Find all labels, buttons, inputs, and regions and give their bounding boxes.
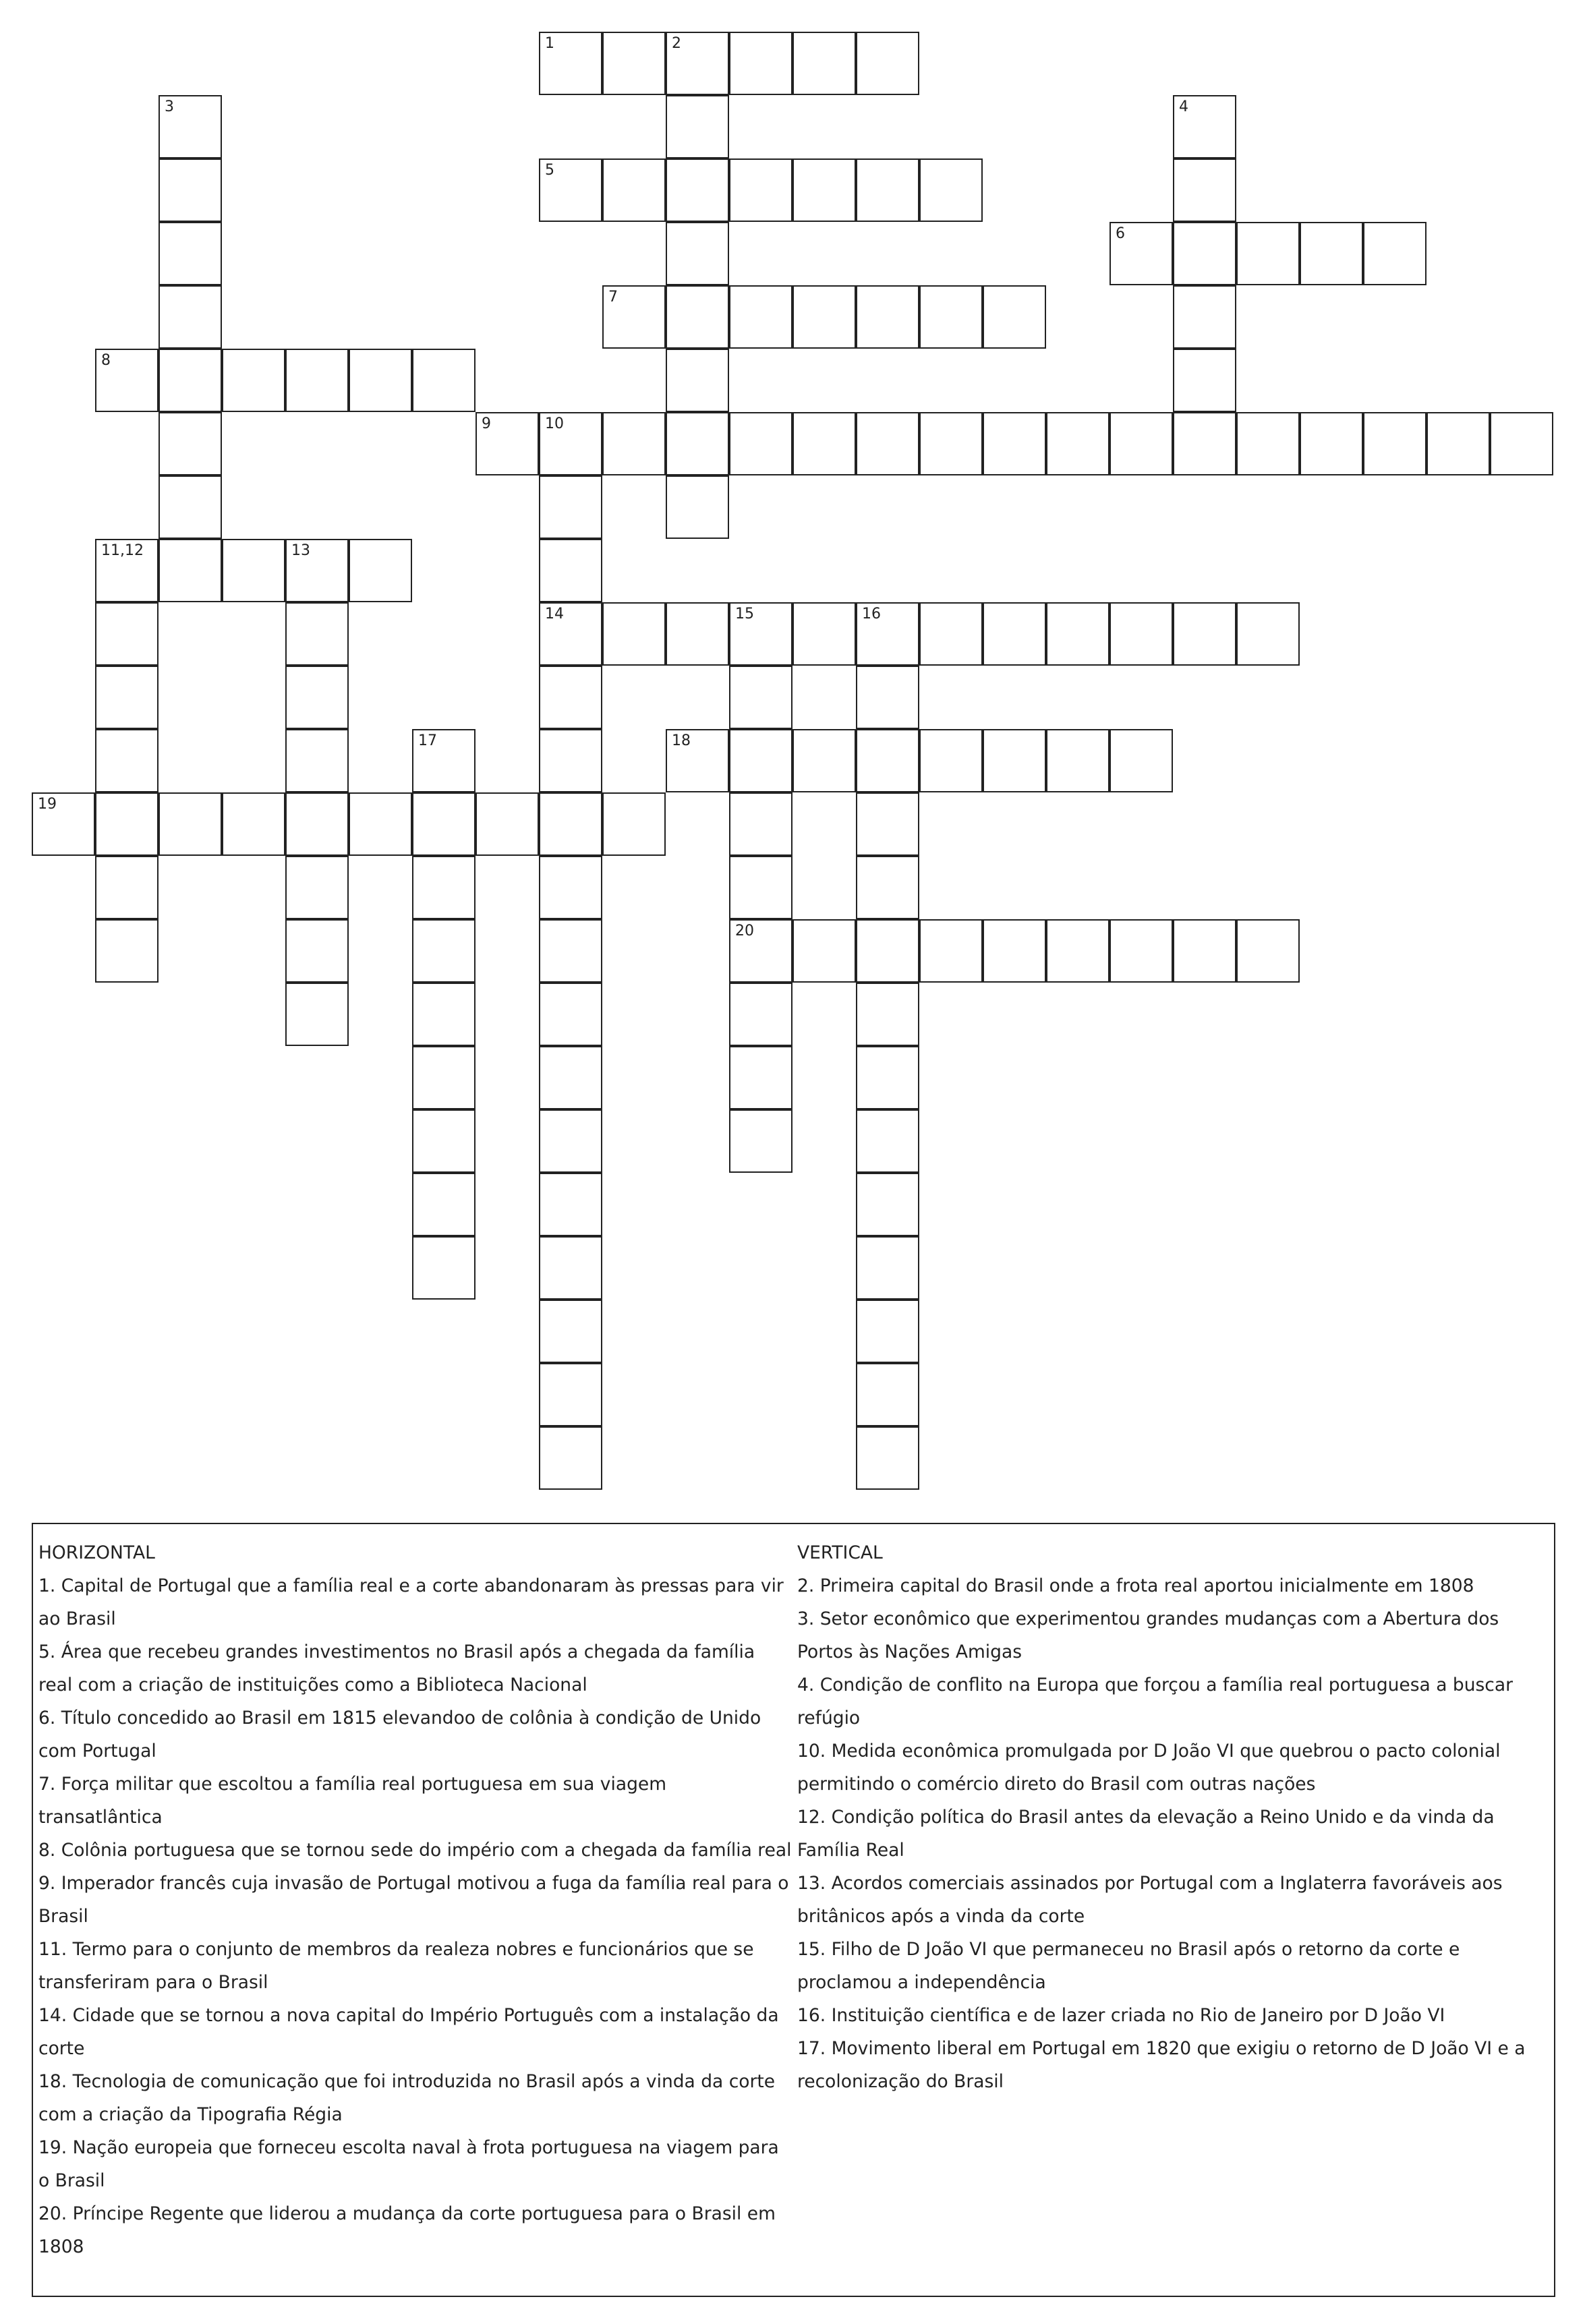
crossword-cell[interactable] — [666, 475, 729, 539]
crossword-cell[interactable] — [602, 602, 666, 666]
crossword-cell[interactable] — [158, 475, 222, 539]
crossword-cell[interactable] — [856, 285, 919, 349]
crossword-cell[interactable] — [856, 919, 919, 983]
crossword-cell[interactable] — [1110, 222, 1173, 285]
crossword-cell[interactable] — [602, 792, 666, 856]
crossword-cell[interactable] — [285, 349, 349, 412]
crossword-cell[interactable] — [539, 919, 602, 983]
crossword-cell[interactable] — [983, 602, 1046, 666]
crossword-cell[interactable] — [285, 539, 349, 602]
crossword-cell[interactable] — [539, 602, 602, 666]
crossword-cell[interactable] — [729, 792, 792, 856]
crossword-cell[interactable] — [856, 1300, 919, 1363]
crossword-cell[interactable] — [285, 792, 349, 856]
crossword-cell[interactable] — [729, 412, 792, 475]
horizontal-clue: 18. Tecnologia de comunicação que foi introduzida no Brasil após a vinda da corte com a criação da Tipografia Régia — [38, 2071, 776, 2125]
crossword-cell[interactable] — [539, 1173, 602, 1236]
clue-number: 14 — [545, 606, 564, 622]
crossword-cell[interactable] — [95, 349, 158, 412]
crossword-cell[interactable] — [412, 1046, 476, 1109]
crossword-cell[interactable] — [856, 1046, 919, 1109]
crossword-cell[interactable] — [539, 1363, 602, 1426]
vertical-clue: 2. Primeira capital do Brasil onde a frota real aportou inicialmente em 1808 — [797, 1575, 1474, 1596]
crossword-cell[interactable] — [1046, 412, 1110, 475]
crossword-cell[interactable] — [539, 729, 602, 792]
horizontal-clue: 20. Príncipe Regente que liderou a mudança da corte portuguesa para o Brasil em 1808 — [38, 2203, 776, 2257]
crossword-cell[interactable] — [729, 1046, 792, 1109]
crossword-cell[interactable] — [222, 539, 285, 602]
horizontal-clue: 14. Cidade que se tornou a nova capital do Império Português com a instalação da corte — [38, 2005, 779, 2059]
crossword-cell[interactable] — [729, 983, 792, 1046]
crossword-cell[interactable] — [602, 158, 666, 222]
clues-box — [32, 1523, 1555, 2297]
crossword-cell[interactable] — [285, 919, 349, 983]
clue-number: 8 — [101, 352, 111, 369]
crossword-cell[interactable] — [1236, 602, 1300, 666]
horizontal-clue: 6. Título concedido ao Brasil em 1815 elevandoo de colônia à condição de Unido com Portugal — [38, 1708, 761, 1762]
crossword-cell[interactable] — [539, 475, 602, 539]
vertical-clue: 15. Filho de D João VI que permaneceu no Brasil após o retorno da corte e proclamou a independência — [797, 1939, 1460, 1993]
crossword-cell[interactable] — [856, 729, 919, 792]
crossword-cell[interactable] — [476, 412, 539, 475]
crossword-cell[interactable] — [856, 412, 919, 475]
clue-number: 1 — [545, 35, 554, 52]
crossword-cell[interactable] — [412, 983, 476, 1046]
clue-number: 2 — [672, 35, 681, 52]
crossword-cell[interactable] — [856, 1363, 919, 1426]
vertical-heading: VERTICAL — [797, 1542, 883, 1563]
crossword-cell[interactable] — [919, 158, 983, 222]
crossword-cell[interactable] — [539, 1300, 602, 1363]
crossword-cell[interactable] — [412, 856, 476, 919]
crossword-cell[interactable] — [666, 602, 729, 666]
crossword-cell[interactable] — [1110, 602, 1173, 666]
clue-number: 18 — [672, 732, 691, 749]
vertical-clue: 10. Medida econômica promulgada por D João VI que quebrou o pacto colonial permitindo o comércio direto do Brasil com outras nações — [797, 1741, 1501, 1795]
crossword-cell[interactable] — [919, 729, 983, 792]
horizontal-clue: 7. Força militar que escoltou a família real portuguesa em sua viagem transatlântica — [38, 1774, 667, 1828]
crossword-cell[interactable] — [222, 349, 285, 412]
crossword-cell[interactable] — [285, 729, 349, 792]
clue-number: 19 — [38, 796, 57, 813]
crossword-cell[interactable] — [285, 983, 349, 1046]
clue-number: 6 — [1116, 225, 1125, 242]
crossword-cell[interactable] — [792, 412, 856, 475]
clue-number: 3 — [165, 98, 174, 115]
crossword-cell[interactable] — [729, 602, 792, 666]
crossword-cell[interactable] — [1173, 158, 1236, 222]
clue-number: 7 — [608, 289, 618, 306]
crossword-cell[interactable] — [919, 919, 983, 983]
crossword-cell[interactable] — [1173, 602, 1236, 666]
crossword-cell[interactable] — [95, 729, 158, 792]
horizontal-clues-column — [38, 1536, 794, 2263]
vertical-clues-column — [797, 1536, 1553, 2098]
crossword-cell[interactable] — [983, 919, 1046, 983]
crossword-cell[interactable] — [1173, 285, 1236, 349]
crossword-cell[interactable] — [1046, 729, 1110, 792]
crossword-cell[interactable] — [729, 919, 792, 983]
crossword-cell[interactable] — [539, 983, 602, 1046]
horizontal-clue: 19. Nação europeia que forneceu escolta naval à frota portuguesa na viagem para o Brasil — [38, 2137, 779, 2191]
crossword-cell[interactable] — [539, 539, 602, 602]
crossword-cell[interactable] — [95, 602, 158, 666]
clue-number: 11,12 — [101, 542, 144, 559]
crossword-cell[interactable] — [666, 729, 729, 792]
crossword-cell[interactable] — [983, 285, 1046, 349]
crossword-cell[interactable] — [349, 792, 412, 856]
crossword-cell[interactable] — [919, 412, 983, 475]
vertical-clue: 13. Acordos comerciais assinados por Portugal com a Inglaterra favoráveis aos britânicos após a vinda da corte — [797, 1873, 1503, 1927]
crossword-cell[interactable] — [856, 666, 919, 729]
clue-number: 15 — [735, 606, 754, 622]
crossword-cell[interactable] — [158, 792, 222, 856]
crossword-cell[interactable] — [856, 1236, 919, 1300]
vertical-clue: 16. Instituição científica e de lazer criada no Rio de Janeiro por D João VI — [797, 2005, 1445, 2026]
crossword-cell[interactable] — [539, 792, 602, 856]
crossword-cell[interactable] — [666, 412, 729, 475]
clue-number: 5 — [545, 162, 554, 179]
vertical-clue: 3. Setor econômico que experimentou grandes mudanças com a Abertura dos Portos às Nações Amigas — [797, 1608, 1499, 1662]
crossword-cell[interactable] — [1236, 919, 1300, 983]
crossword-cell[interactable] — [919, 285, 983, 349]
crossword-cell[interactable] — [158, 539, 222, 602]
horizontal-clue: 9. Imperador francês cuja invasão de Portugal motivou a fuga da família real para o Brasil — [38, 1873, 789, 1927]
crossword-cell[interactable] — [602, 412, 666, 475]
crossword-cell[interactable] — [729, 1109, 792, 1173]
crossword-cell[interactable] — [856, 158, 919, 222]
crossword-cell[interactable] — [95, 919, 158, 983]
crossword-cell[interactable] — [158, 158, 222, 222]
crossword-cell[interactable] — [729, 158, 792, 222]
crossword-cell[interactable] — [349, 349, 412, 412]
crossword-cell[interactable] — [729, 856, 792, 919]
crossword-cell[interactable] — [1046, 602, 1110, 666]
crossword-cell[interactable] — [856, 1173, 919, 1236]
crossword-cell[interactable] — [1173, 222, 1236, 285]
crossword-cell[interactable] — [539, 32, 602, 95]
crossword-cell[interactable] — [412, 1173, 476, 1236]
crossword-cell[interactable] — [539, 1109, 602, 1173]
crossword-cell[interactable] — [1490, 412, 1553, 475]
crossword-cell[interactable] — [1236, 222, 1300, 285]
horizontal-clue: 8. Colônia portuguesa que se tornou sede do império com a chegada da família real — [38, 1840, 792, 1861]
crossword-cell[interactable] — [729, 666, 792, 729]
crossword-cell[interactable] — [158, 412, 222, 475]
clue-number: 4 — [1179, 98, 1188, 115]
crossword-cell[interactable] — [792, 158, 856, 222]
crossword-cell[interactable] — [539, 412, 602, 475]
crossword-cell[interactable] — [1173, 349, 1236, 412]
crossword-cell[interactable] — [285, 666, 349, 729]
crossword-cell[interactable] — [666, 95, 729, 158]
crossword-cell[interactable] — [158, 222, 222, 285]
crossword-cell[interactable] — [666, 285, 729, 349]
crossword-cell[interactable] — [95, 539, 158, 602]
crossword-cell[interactable] — [476, 792, 539, 856]
crossword-cell[interactable] — [1300, 222, 1363, 285]
vertical-clue: 17. Movimento liberal em Portugal em 1820 que exigiu o retorno de D João VI e a recolonização do Brasil — [797, 2038, 1526, 2092]
crossword-cell[interactable] — [539, 856, 602, 919]
crossword-cell[interactable] — [412, 729, 476, 792]
crossword-cell[interactable] — [983, 412, 1046, 475]
crossword-cell[interactable] — [412, 792, 476, 856]
crossword-cell[interactable] — [856, 1426, 919, 1490]
crossword-cell[interactable] — [1236, 412, 1300, 475]
crossword-cell[interactable] — [1363, 412, 1426, 475]
clue-number: 17 — [418, 732, 437, 749]
crossword-cell[interactable] — [729, 32, 792, 95]
crossword-cell[interactable] — [856, 856, 919, 919]
crossword-cell[interactable] — [539, 1426, 602, 1490]
horizontal-heading: HORIZONTAL — [38, 1542, 155, 1563]
crossword-cell[interactable] — [602, 285, 666, 349]
crossword-cell[interactable] — [539, 1046, 602, 1109]
crossword-cell[interactable] — [856, 792, 919, 856]
clue-number: 20 — [735, 923, 754, 939]
crossword-cell[interactable] — [666, 349, 729, 412]
crossword-cell[interactable] — [158, 95, 222, 158]
crossword-cell[interactable] — [666, 222, 729, 285]
crossword-cell[interactable] — [919, 602, 983, 666]
crossword-cell[interactable] — [1173, 412, 1236, 475]
crossword-cell[interactable] — [856, 602, 919, 666]
crossword-cell[interactable] — [666, 158, 729, 222]
crossword-cell[interactable] — [1110, 412, 1173, 475]
vertical-clue: 4. Condição de conflito na Europa que forçou a família real portuguesa a buscar refúgio — [797, 1675, 1513, 1729]
crossword-cell[interactable] — [792, 729, 856, 792]
crossword-cell[interactable] — [856, 32, 919, 95]
crossword-cell[interactable] — [1046, 919, 1110, 983]
clue-number: 10 — [545, 415, 564, 432]
crossword-cell[interactable] — [1426, 412, 1490, 475]
crossword-cell[interactable] — [539, 158, 602, 222]
crossword-cell[interactable] — [1110, 919, 1173, 983]
crossword-cell[interactable] — [539, 1236, 602, 1300]
crossword-cell[interactable] — [729, 285, 792, 349]
crossword-cell[interactable] — [1110, 729, 1173, 792]
crossword-cell[interactable] — [412, 1109, 476, 1173]
crossword-cell[interactable] — [32, 792, 95, 856]
crossword-cell[interactable] — [1173, 95, 1236, 158]
crossword-cell[interactable] — [412, 1236, 476, 1300]
crossword-cell[interactable] — [349, 539, 412, 602]
horizontal-clue: 11. Termo para o conjunto de membros da realeza nobres e funcionários que se transferiram para o Brasil — [38, 1939, 754, 1993]
crossword-cell[interactable] — [792, 32, 856, 95]
horizontal-clue: 5. Área que recebeu grandes investimentos no Brasil após a chegada da família real com a criação de instituições como a Biblioteca Nacional — [38, 1642, 755, 1695]
crossword-cell[interactable] — [412, 919, 476, 983]
vertical-clue: 12. Condição política do Brasil antes da elevação a Reino Unido e da vinda da Família Real — [797, 1807, 1495, 1861]
crossword-cell[interactable] — [983, 729, 1046, 792]
crossword-cell[interactable] — [1363, 222, 1426, 285]
crossword-cell[interactable] — [792, 602, 856, 666]
crossword-cell[interactable] — [602, 32, 666, 95]
crossword-cell[interactable] — [666, 32, 729, 95]
crossword-cell[interactable] — [95, 856, 158, 919]
clue-number: 13 — [291, 542, 310, 559]
crossword-cell[interactable] — [158, 349, 222, 412]
clue-number: 9 — [482, 415, 491, 432]
crossword-cell[interactable] — [285, 602, 349, 666]
crossword-cell[interactable] — [792, 919, 856, 983]
crossword-cell[interactable] — [222, 792, 285, 856]
crossword-cell[interactable] — [95, 792, 158, 856]
crossword-cell[interactable] — [856, 1109, 919, 1173]
horizontal-clue: 1. Capital de Portugal que a família real e a corte abandonaram às pressas para vir ao Brasil — [38, 1575, 784, 1629]
crossword-cell[interactable] — [412, 349, 476, 412]
crossword-cell[interactable] — [792, 285, 856, 349]
crossword-cell[interactable] — [1173, 919, 1236, 983]
clue-number: 16 — [862, 606, 881, 622]
crossword-cell[interactable] — [729, 729, 792, 792]
crossword-cell[interactable] — [539, 666, 602, 729]
crossword-cell[interactable] — [1300, 412, 1363, 475]
crossword-cell[interactable] — [158, 285, 222, 349]
crossword-cell[interactable] — [856, 983, 919, 1046]
crossword-cell[interactable] — [285, 856, 349, 919]
crossword-cell[interactable] — [95, 666, 158, 729]
